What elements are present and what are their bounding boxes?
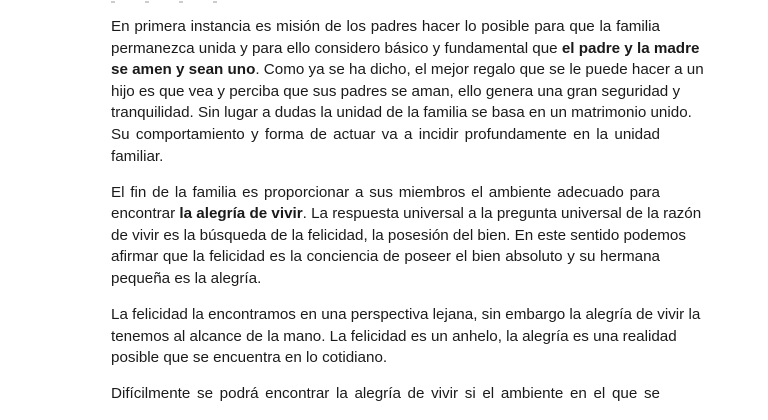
text: . La respuesta universal a la pregunta universal de la razón	[302, 205, 702, 223]
text-line	[111, 81, 681, 103]
paragraph	[111, 182, 702, 290]
text-line	[111, 383, 660, 405]
text-line	[111, 102, 692, 124]
text: tranquilidad. Sin lugar a dudas la unidad de la familia se basa en un matrimonio unido.	[111, 104, 692, 122]
text-line	[111, 38, 700, 60]
text: hijo es que vea y perciba que sus padres se aman, ello genera una gran seguridad y	[111, 82, 681, 100]
text: Su comportamiento y forma de actuar va a incidir profundamente en la unidad	[111, 125, 660, 143]
text: posible que se encuentra en lo cotidiano.	[111, 349, 388, 367]
text: En primera instancia es misión de los padres hacer lo posible para que la familia	[111, 18, 660, 35]
text-line	[111, 268, 660, 290]
text: afirmar que la felicidad es la conciencia de poseer el bien absoluto y su hermana	[111, 248, 660, 266]
cut-off-previous-line	[111, 0, 311, 4]
text-line	[111, 146, 660, 168]
text-line	[111, 246, 660, 268]
text-line	[111, 182, 660, 204]
text: La felicidad la encontramos en una perspectiva lejana, sin embargo la alegría de vivir la	[111, 306, 701, 324]
text: pequeña es la alegría.	[111, 270, 262, 288]
text: El fin de la familia es proporcionar a sus miembros el ambiente adecuado para	[111, 183, 660, 201]
text: de vivir es la búsqueda de la felicidad, la posesión del bien. En este sentido podemos	[111, 226, 686, 244]
bold-text: el padre y la madre	[561, 39, 700, 57]
text-line	[111, 326, 677, 348]
paragraph	[111, 383, 660, 405]
text: permanezca unida y para ello considero básico y fundamental que	[111, 39, 562, 57]
text: Difícilmente se podrá encontrar la alegría de vivir si el ambiente en el que se	[111, 385, 660, 403]
text: . Como ya se ha dicho, el mejor regalo que se le puede hacer a un	[255, 61, 704, 79]
text-line	[111, 225, 686, 247]
paragraph	[111, 16, 704, 167]
document-page	[111, 16, 704, 420]
bold-text: la alegría de vivir	[179, 205, 303, 223]
text-line	[111, 304, 701, 326]
text-line	[111, 16, 660, 38]
paragraph	[111, 304, 701, 369]
text: familiar.	[111, 147, 164, 165]
text-line	[111, 59, 704, 81]
text: tenemos al alcance de la mano. La felicidad es un anhelo, la alegría es una realidad	[111, 327, 677, 345]
text: encontrar	[111, 205, 180, 223]
bold-text: se amen y sean uno	[111, 61, 256, 79]
text-line	[111, 347, 660, 369]
text-line	[111, 203, 702, 225]
text-line	[111, 124, 660, 146]
